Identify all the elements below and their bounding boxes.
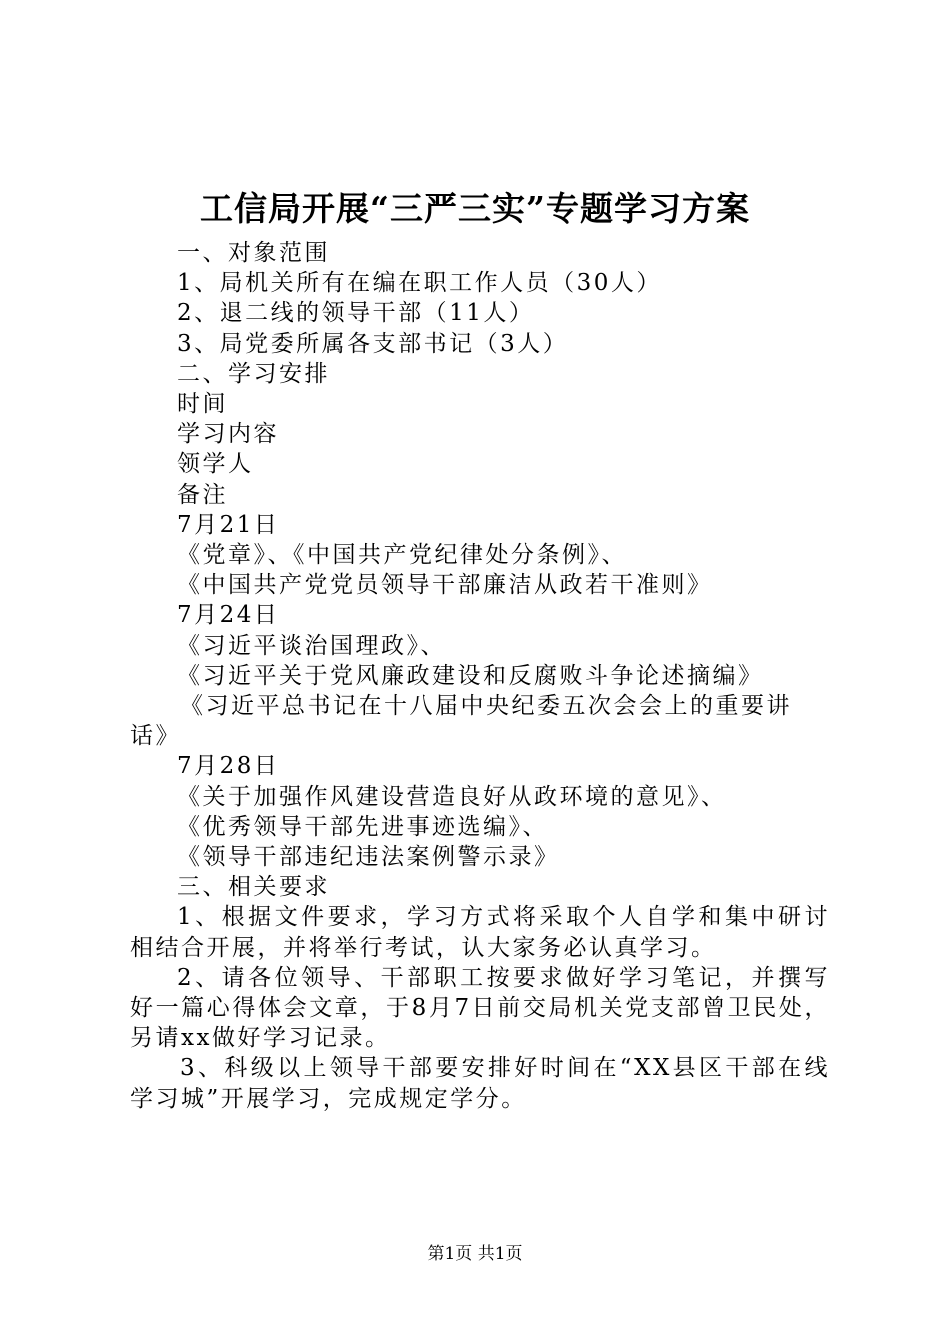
schedule-content-3b: 《优秀领导干部先进事迹选编》、 <box>177 813 548 840</box>
schedule-content-1a: 《党章》、《中国共产党纪律处分条例》、 <box>177 542 627 569</box>
scope-item-1: 1、局机关所有在编在职工作人员（30人） <box>177 270 662 297</box>
schedule-content-2c: 《习近平总书记在十八届中央纪委五次会会上的重要讲 <box>180 693 792 720</box>
requirement-paragraph-2: 2、请各位领导、干部职工按要求做好学习笔记，并撰写好一篇心得体会文章，于8月7日前交局机关党支部曾卫民处，另请xx做好学习记录。 <box>130 964 830 1052</box>
schedule-content-3c: 《领导干部违纪违法案例警示录》 <box>177 844 560 871</box>
section-heading-scope: 一、对象范围 <box>177 240 330 266</box>
requirement-paragraph-3: 3、科级以上领导干部要安排好时间在“XX县区干部在线学习城”开展学习，完成规定学分。 <box>130 1055 830 1112</box>
page-footer: 第1页 共1页 <box>427 1244 523 1264</box>
section-heading-schedule: 二、学习安排 <box>177 360 330 387</box>
schedule-date-1: 7月21日 <box>177 511 280 538</box>
section-heading-requirements: 三、相关要求 <box>177 874 330 901</box>
schedule-content-2c-cont: 话》 <box>130 723 181 750</box>
document-body <box>130 238 830 1114</box>
schedule-header-time: 时间 <box>177 391 228 418</box>
requirement-paragraph-1: 1、根据文件要求，学习方式将采取个人自学和集中研讨相结合开展，并将举行考试，认大家务必认真学习。 <box>130 904 830 961</box>
schedule-date-3: 7月28日 <box>177 753 280 780</box>
scope-item-3: 3、局党委所属各支部书记（3人） <box>177 330 569 357</box>
scope-item-2: 2、退二线的领导干部（11人） <box>177 300 535 327</box>
document-title: 工信局开展“三严三实”专题学习方案 <box>200 189 750 228</box>
schedule-content-3a: 《关于加强作风建设营造良好从政环境的意见》、 <box>177 783 727 810</box>
schedule-header-notes: 备注 <box>177 481 228 508</box>
schedule-content-1b: 《中国共产党党员领导干部廉洁从政若干准则》 <box>177 572 713 599</box>
schedule-header-content: 学习内容 <box>177 421 279 448</box>
schedule-content-2b: 《习近平关于党风廉政建设和反腐败斗争论述摘编》 <box>177 662 764 689</box>
schedule-header-leader: 领学人 <box>177 451 254 478</box>
schedule-content-2a: 《习近平谈治国理政》、 <box>177 632 446 659</box>
schedule-date-2: 7月24日 <box>177 602 280 629</box>
